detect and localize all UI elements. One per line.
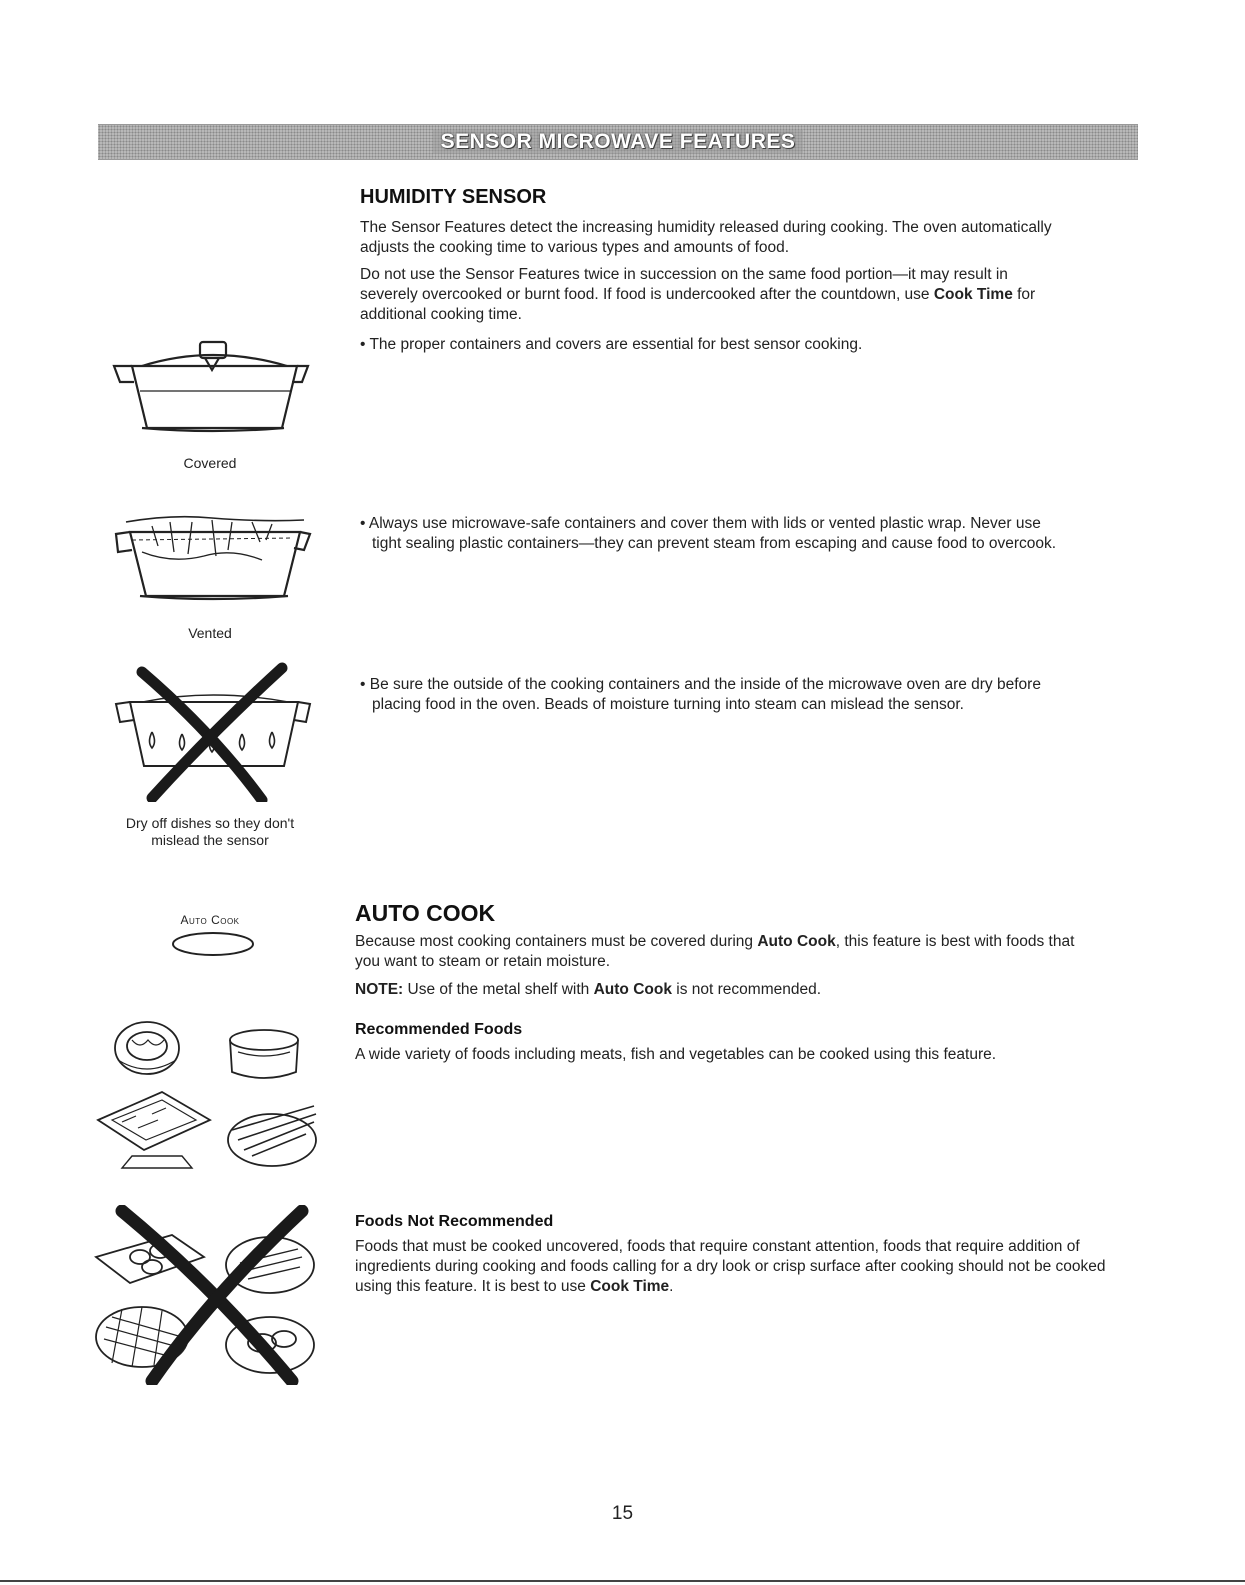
wet-dish-crossed-illustration — [112, 662, 312, 802]
footer-rule — [0, 1580, 1245, 1582]
page-number: 15 — [611, 1503, 634, 1524]
bullet-microwave-safe: • Always use microwave-safe containers and cover them with lids or vented plastic wrap. Never use tight sealing plastic containers—they can prevent steam from escaping and cause food to overcook. — [360, 515, 1057, 552]
note-label: NOTE: — [355, 981, 404, 998]
humidity-paragraph-1: The Sensor Features detect the increasing humidity released during cooking. The oven automatically adjusts the cooking time to various types and amounts of food. — [360, 219, 1052, 256]
auto-cook-term: Auto Cook — [757, 933, 836, 950]
foods-not-recommended-heading: Foods Not Recommended — [355, 1213, 554, 1230]
banner-title: SENSOR MICROWAVE FEATURES — [433, 130, 804, 154]
covered-caption: Covered — [183, 455, 237, 471]
auto-cook-paragraph: Because most cooking containers must be covered during Auto Cook, this feature is best with foods that you want to steam or retain moisture. — [355, 933, 1075, 970]
dry-dishes-caption: Dry off dishes so they don't mislead the sensor — [125, 815, 295, 848]
recommended-foods-heading: Recommended Foods — [355, 1021, 523, 1038]
auto-cook-note: NOTE: Use of the metal shelf with Auto Cook is not recommended. — [355, 981, 822, 998]
covered-dish-illustration — [112, 336, 312, 436]
not-recommended-foods-illustration — [92, 1205, 322, 1385]
cook-time-term: Cook Time — [590, 1278, 670, 1295]
foods-not-recommended-text: Foods that must be cooked uncovered, foods that require constant attention, foods that require addition of ingredients during cooking and foods calling for a dry look or crisp surface after cooking should not be cooked using this feature. It is best to use Cook Time. — [355, 1238, 1106, 1295]
section-banner — [98, 124, 1138, 160]
auto-cook-heading: AUTO COOK — [355, 900, 496, 926]
vented-dish-illustration — [112, 512, 312, 602]
humidity-intro — [360, 218, 1060, 355]
bullet-containers-covers: • The proper containers and covers are essential for best sensor cooking. — [360, 336, 863, 353]
humidity-sensor-heading: HUMIDITY SENSOR — [360, 186, 547, 208]
recommended-foods-illustration — [92, 1010, 322, 1170]
bullet-dry-dishes: • Be sure the outside of the cooking containers and the inside of the microwave oven are dry before placing food in the oven. Beads of moisture turning into steam can mislead the sensor. — [360, 676, 1041, 713]
auto-cook-button-icon — [168, 928, 258, 960]
auto-cook-intro — [355, 932, 1095, 1000]
humidity-paragraph-2: Do not use the Sensor Features twice in succession on the same food portion—it may result in severely overcooked or burnt food. If food is undercooked after the countdown, use Cook Time for additional cooking time. — [360, 266, 1036, 323]
recommended-foods-text: A wide variety of foods including meats, fish and vegetables can be cooked using this feature. — [355, 1046, 997, 1063]
cook-time-term: Cook Time — [933, 286, 1013, 303]
vented-caption: Vented — [188, 625, 232, 641]
auto-cook-button-label: Auto Cook — [180, 913, 240, 927]
